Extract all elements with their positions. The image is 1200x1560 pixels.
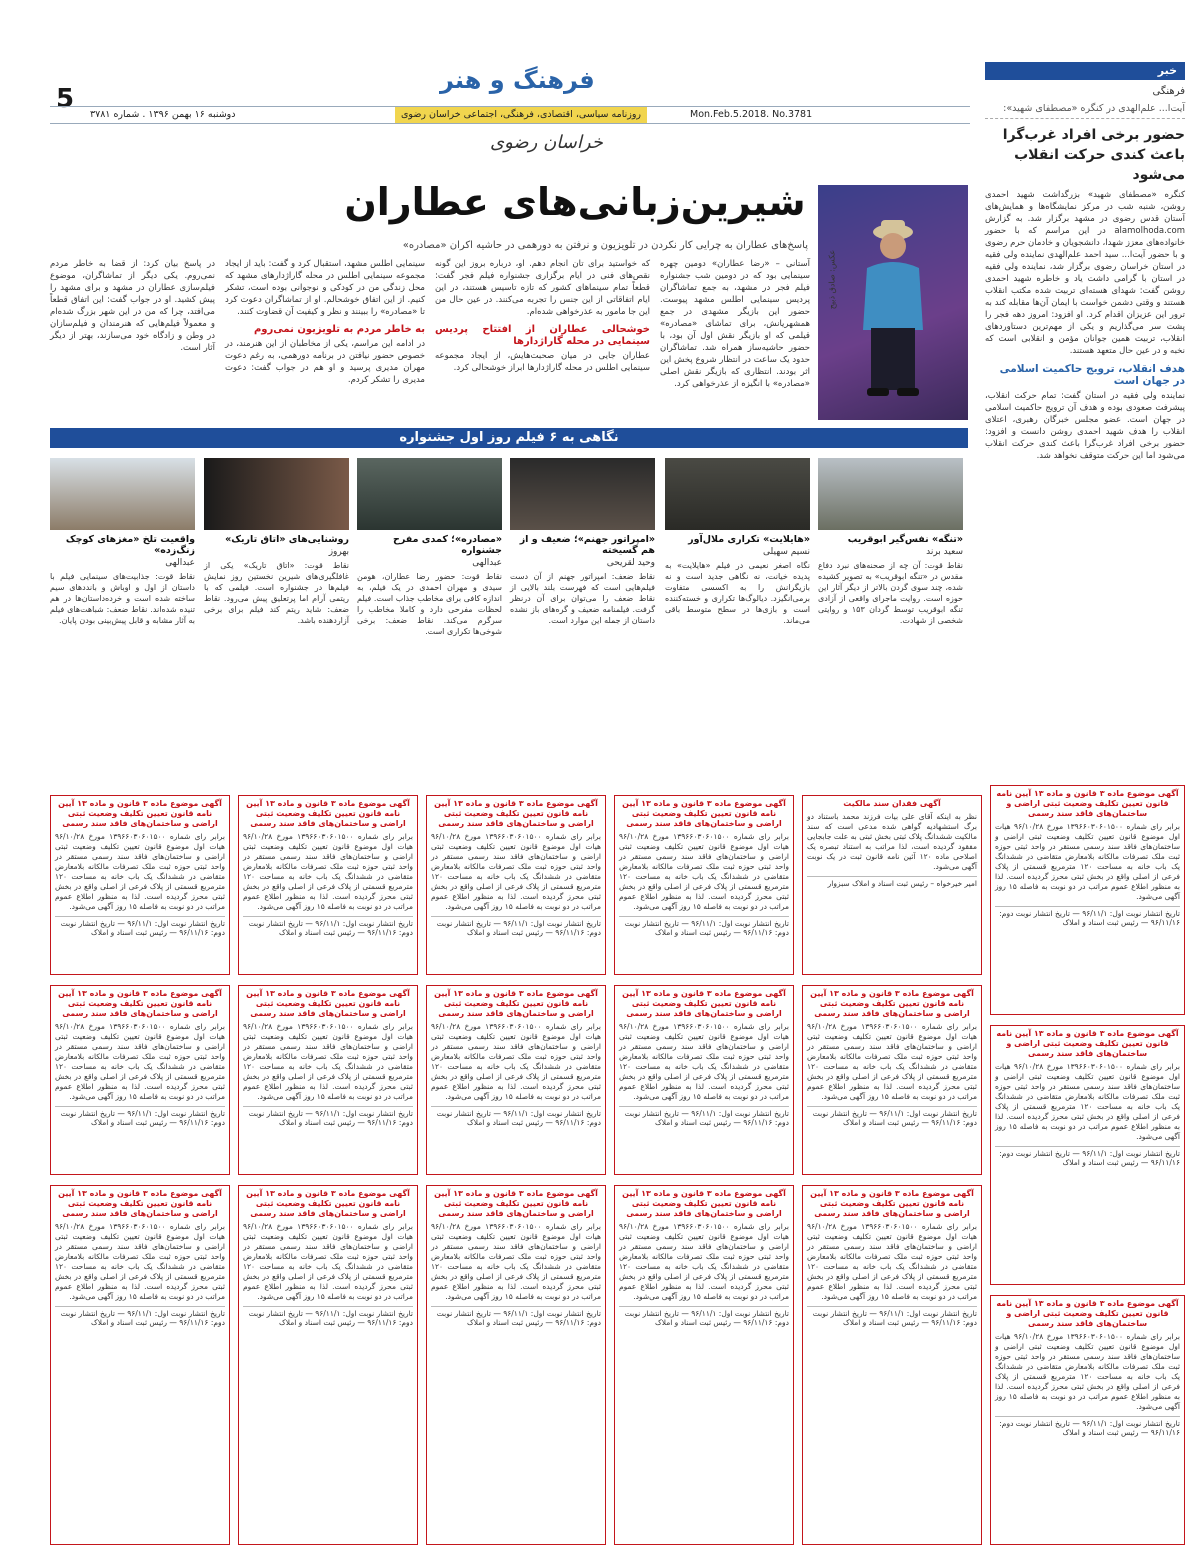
ad-signature: تاریخ انتشار نوبت اول: ۹۶/۱۱/۱ — تاریخ انتشار نوبت دوم: ۹۶/۱۱/۱۶ — رئیس ثبت اسناد و املاک: [55, 916, 225, 937]
ad-title: آگهی موضوع ماده ۳ قانون و ماده ۱۳ آیین نامه قانون تعیین تکلیف وضعیت ثبتی اراضی و ساختمان‌های فاقد سند رسمی: [58, 799, 222, 828]
legal-ad: [50, 795, 230, 975]
lead-column-2: [435, 258, 650, 374]
ad-title: آگهی موضوع ماده ۳ قانون و ماده ۱۳ آیین نامه قانون تعیین تکلیف وضعیت ثبتی اراضی و ساختمان‌های فاقد سند رسمی: [622, 989, 786, 1018]
ad-body: برابر رای شماره ۱۳۹۶۶۰۳۰۶۰۱۵۰۰ مورخ ۹۶/۱۰/۲۸ هیات اول موضوع قانون تعیین تکلیف وضعیت ثبتی اراضی و ساختمان‌های فاقد سند رسمی مستقر در واحد ثبتی حوزه ثبت ملک تصرفات مالکانه بلامعارض متقاضی در ششدانگ یک باب خانه به مساحت ۱۲۰ مترمربع قسمتی از پلاک فرعی از اصلی واقع در بخش ثبتی محرز گردیده است. لذا به منظور اطلاع عموم مراتب در دو نوبت به فاصله ۱۵ روز آگهی می‌شود.: [807, 1222, 977, 1301]
ad-body: برابر رای شماره ۱۳۹۶۶۰۳۰۶۰۱۵۰۰ مورخ ۹۶/۱۰/۲۸ هیات اول موضوع قانون تعیین تکلیف وضعیت ثبتی اراضی و ساختمان‌های فاقد سند رسمی مستقر در واحد ثبتی حوزه ثبت ملک تصرفات مالکانه بلامعارض متقاضی در ششدانگ یک باب خانه به مساحت ۱۲۰ مترمربع قسمتی از پلاک فرعی از اصلی واقع در بخش ثبتی محرز گردیده است. لذا به منظور اطلاع عموم مراتب در دو نوبت به فاصله ۱۵ روز آگهی می‌شود.: [431, 1022, 601, 1101]
film-image-icon: [357, 458, 502, 530]
legal-ad: [50, 985, 230, 1175]
lost-deed-notice: [802, 795, 982, 975]
ad-body: برابر رای شماره ۱۳۹۶۶۰۳۰۶۰۱۵۰۰ مورخ ۹۶/۱۰/۲۸ هیات اول موضوع قانون تعیین تکلیف وضعیت ثبتی اراضی و ساختمان‌های فاقد سند رسمی مستقر در واحد ثبتی حوزه ثبت ملک تصرفات مالکانه بلامعارض متقاضی در ششدانگ یک باب خانه به مساحت ۱۲۰ مترمربع قسمتی از پلاک فرعی از اصلی واقع در بخش ثبتی محرز گردیده است. لذا به منظور اطلاع عموم مراتب در دو نوبت به فاصله ۱۵ روز آگهی می‌شود.: [995, 1332, 1181, 1411]
ad-body: برابر رای شماره ۱۳۹۶۶۰۳۰۶۰۱۵۰۰ مورخ ۹۶/۱۰/۲۸ هیات اول موضوع قانون تعیین تکلیف وضعیت ثبتی اراضی و ساختمان‌های فاقد سند رسمی مستقر در واحد ثبتی حوزه ثبت ملک تصرفات مالکانه بلامعارض متقاضی در ششدانگ یک باب خانه به مساحت ۱۲۰ مترمربع قسمتی از پلاک فرعی از اصلی واقع در بخش ثبتی محرز گردیده است. لذا به منظور اطلاع عموم مراتب در دو نوبت به فاصله ۱۵ روز آگهی می‌شود.: [243, 1222, 413, 1301]
ad-title: آگهی موضوع ماده ۳ قانون و ماده ۱۳ آیین نامه قانون تعیین تکلیف وضعیت ثبتی اراضی و ساختمان‌های فاقد سند رسمی: [996, 789, 1179, 818]
date-bar: [50, 106, 970, 124]
publication-line: روزنامه سیاسی، اقتصادی، فرهنگی، اجتماعی خراسان رضوی: [395, 107, 647, 123]
film-review: [510, 458, 655, 626]
film-image-icon: [510, 458, 655, 530]
legal-ad: [614, 795, 794, 975]
film-title: «تنگه» نفس‌گیر ابوقریب: [847, 534, 963, 545]
film-author: وحید لقریحی: [606, 558, 655, 568]
issue-date-en: Mon.Feb.5.2018. No.3781: [690, 109, 813, 120]
film-review: [818, 458, 963, 626]
lead-col3-text: سینمایی اطلس مشهد، استقبال کرد و گفت: باید از ایجاد مجموعه سینمایی اطلس در محله گاراژدارهای مشهد که محل زندگی من در کودکی و نوجوانی بوده است، تشکر کنیم. از این اتفاق خوشحالم. او از تماشاگران دعوت کرد تا «مصادره» را ببینند و نظر و کیفیت آن قضاوت کنند.: [225, 259, 425, 317]
film-title: «هایلایت» تکراری ملال‌آور: [688, 534, 810, 545]
sidebar-kicker: آیت‌ا... علم‌الهدی در کنگره «مصطفای شهید»:: [985, 103, 1185, 119]
ad-body: برابر رای شماره ۱۳۹۶۶۰۳۰۶۰۱۵۰۰ مورخ ۹۶/۱۰/۲۸ هیات اول موضوع قانون تعیین تکلیف وضعیت ثبتی اراضی و ساختمان‌های فاقد سند رسمی مستقر در واحد ثبتی حوزه ثبت ملک تصرفات مالکانه بلامعارض متقاضی در ششدانگ یک باب خانه به مساحت ۱۲۰ مترمربع قسمتی از پلاک فرعی از اصلی واقع در بخش ثبتی محرز گردیده است. لذا به منظور اطلاع عموم مراتب در دو نوبت به فاصله ۱۵ روز آگهی می‌شود.: [431, 1222, 601, 1301]
lead-col1-text: آستانی – «رضا عطاران» دومین چهره سینمایی بود که در دومین شب جشنواره فیلم فجر در مشهد، به جمع تماشاگران پردیس سینمایی اطلس مشهد پیوست. حضور این بازیگر مشهدی در جمع همشهریانش، برای تماشای «مصادره» قیلمی که او بازیگر نقش اول آن بود، با حضور حاشیه‌ساز همراه شد. تماشاگران حدود یک ساعت در انتظار شروع پخش این اثر بودند. انتظاری که بازیگر نقش اصلی «مصادره» با انگیزه از عذرخواهی کرد.: [660, 259, 810, 389]
film-text: نقاط ضعف: امپراتور جهنم از آن دست فیلم‌هایی است که فهرست بلند بالایی از نقاط ضعف را می‌توان برای آن درنظر گرفت. فیلمنامه ضعیف و گره‌های باز نشده داستان از جمله این موارد است.: [510, 572, 655, 625]
section-title: فرهنگ و هنر: [440, 66, 595, 94]
legal-ad: [990, 785, 1185, 1015]
issue-date: دوشنبه ۱۶ بهمن ۱۳۹۶ . شماره ۳۷۸۱: [90, 109, 236, 120]
ad-title: آگهی موضوع ماده ۳ قانون و ماده ۱۳ آیین نامه قانون تعیین تکلیف وضعیت ثبتی اراضی و ساختمان‌های فاقد سند رسمی: [622, 1189, 786, 1218]
ad-signature: تاریخ انتشار نوبت اول: ۹۶/۱۱/۱ — تاریخ انتشار نوبت دوم: ۹۶/۱۱/۱۶ — رئیس ثبت اسناد و املاک: [619, 916, 789, 937]
film-title: «مصادره»؛ کمدی مفرح جشنواره: [392, 534, 502, 556]
ad-signature: تاریخ انتشار نوبت اول: ۹۶/۱۱/۱ — تاریخ انتشار نوبت دوم: ۹۶/۱۱/۱۶ — رئیس ثبت اسناد و املاک: [243, 1306, 413, 1327]
lead-column-3: [225, 258, 425, 386]
lead-deck: پاسخ‌های عطاران به چرایی کار نکردن در تلویزیون و نرفتن به دورهمی در حاشیه اکران «مصادره»: [402, 240, 808, 251]
ad-body: برابر رای شماره ۱۳۹۶۶۰۳۰۶۰۱۵۰۰ مورخ ۹۶/۱۰/۲۸ هیات اول موضوع قانون تعیین تکلیف وضعیت ثبتی اراضی و ساختمان‌های فاقد سند رسمی مستقر در واحد ثبتی حوزه ثبت ملک تصرفات مالکانه بلامعارض متقاضی در ششدانگ یک باب خانه به مساحت ۱۲۰ مترمربع قسمتی از پلاک فرعی از اصلی واقع در بخش ثبتی محرز گردیده است. لذا به منظور اطلاع عموم مراتب در دو نوبت به فاصله ۱۵ روز آگهی می‌شود.: [55, 1022, 225, 1101]
lead-photo: [818, 185, 968, 420]
ad-title: آگهی موضوع ماده ۳ قانون و ماده ۱۳ آیین نامه قانون تعیین تکلیف وضعیت ثبتی اراضی و ساختمان‌های فاقد سند رسمی: [810, 989, 974, 1018]
newspaper-logo: خراسان رضوی: [490, 132, 603, 153]
ad-title: آگهی موضوع ماده ۳ قانون و ماده ۱۳ آیین نامه قانون تعیین تکلیف وضعیت ثبتی اراضی و ساختمان‌های فاقد سند رسمی: [58, 989, 222, 1018]
legal-ad: [614, 1185, 794, 1545]
sidebar-category: فرهنگی: [1152, 86, 1185, 97]
film-text: نگاه اصغر نعیمی در فیلم «هایلایت» به پدیده خیانت، نه نگاهی جدید است و نه بازیگرانش را به اکسسی متفاوت برمی‌انگیزد. دیالوگ‌ها تکراری و خسته‌کننده است و بازی‌ها در سطح متوسط باقی می‌ماند.: [665, 561, 810, 625]
lead-headline: شیرین‌زبانی‌های عطاران: [344, 180, 806, 224]
ad-signature: تاریخ انتشار نوبت اول: ۹۶/۱۱/۱ — تاریخ انتشار نوبت دوم: ۹۶/۱۱/۱۶ — رئیس ثبت اسناد و املاک: [243, 916, 413, 937]
lead-col4-text: در پاسخ بیان کرد: از قضا به خاطر مردم نمی‌روم. یکی دیگر از تماشاگران، موضوع فیلم‌سازی عطاران در مشهد و برای مشهد را پیش کشید. او در جواب گفت: این اتفاق قطعاً می‌افتد، چرا که من در این شهر بزرگ شده‌ام و معمولاً فیلم‌هایی که هنرمندان و فیلم‌سازان در وطن و زادگاه خود می‌سازند، بهتر از دیگر آثار است.: [50, 259, 215, 353]
page-number: 5: [55, 84, 75, 114]
ad-body: برابر رای شماره ۱۳۹۶۶۰۳۰۶۰۱۵۰۰ مورخ ۹۶/۱۰/۲۸ هیات اول موضوع قانون تعیین تکلیف وضعیت ثبتی اراضی و ساختمان‌های فاقد سند رسمی مستقر در واحد ثبتی حوزه ثبت ملک تصرفات مالکانه بلامعارض متقاضی در ششدانگ یک باب خانه به مساحت ۱۲۰ مترمربع قسمتی از پلاک فرعی از اصلی واقع در بخش ثبتی محرز گردیده است. لذا به منظور اطلاع عموم مراتب در دو نوبت به فاصله ۱۵ روز آگهی می‌شود.: [995, 1062, 1181, 1141]
ad-title: آگهی موضوع ماده ۳ قانون و ماده ۱۳ آیین نامه قانون تعیین تکلیف وضعیت ثبتی اراضی و ساختمان‌های فاقد سند رسمی: [434, 989, 598, 1018]
ad-body: برابر رای شماره ۱۳۹۶۶۰۳۰۶۰۱۵۰۰ مورخ ۹۶/۱۰/۲۸ هیات اول موضوع قانون تعیین تکلیف وضعیت ثبتی اراضی و ساختمان‌های فاقد سند رسمی مستقر در واحد ثبتی حوزه ثبت ملک تصرفات مالکانه بلامعارض متقاضی در ششدانگ یک باب خانه به مساحت ۱۲۰ مترمربع قسمتی از پلاک فرعی از اصلی واقع در بخش ثبتی محرز گردیده است. لذا به منظور اطلاع عموم مراتب در دو نوبت به فاصله ۱۵ روز آگهی می‌شود.: [995, 822, 1181, 901]
ad-body: نظر به اینکه آقای علی بیات فرزند محمد باستناد دو برگ استشهادیه گواهی شده مدعی است که سند مالکیت ششدانگ پلاک ثبتی بخش ثبتی به علت جابجایی مفقود گردیده است، لذا مراتب به استناد تبصره یک اصلاحی ماده ۱۲۰ آئین نامه قانون ثبت در یک نوبت آگهی می‌شود.: [807, 812, 977, 871]
ad-title: آگهی موضوع ماده ۳ قانون و ماده ۱۳ آیین نامه قانون تعیین تکلیف وضعیت ثبتی اراضی و ساختمان‌های فاقد سند رسمی: [622, 799, 786, 828]
lead-col3-subheading: به خاطر مردم به تلویزیون نمی‌روم: [253, 324, 425, 335]
ad-signature: تاریخ انتشار نوبت اول: ۹۶/۱۱/۱ — تاریخ انتشار نوبت دوم: ۹۶/۱۱/۱۶ — رئیس ثبت اسناد و املاک: [807, 1306, 977, 1327]
lead-column-1: [660, 258, 810, 390]
film-review: [357, 458, 502, 637]
legal-ad: [990, 1295, 1185, 1545]
ad-signature: تاریخ انتشار نوبت اول: ۹۶/۱۱/۱ — تاریخ انتشار نوبت دوم: ۹۶/۱۱/۱۶ — رئیس ثبت اسناد و املاک: [431, 1306, 601, 1327]
sidebar-body-2: نماینده ولی فقیه در استان گفت: تمام حرکت انقلاب، پیشرفت صعودی بوده و هدف آن ترویج حاکمیت اسلامی در جهان است. عضو مجلس خبرگان رهبری، اعتلای انقلاب را هدف شهید احمدی روشن دانست و افزود: حضور برخی افراد غرب‌گرا باعث کندی حرکت انقلاب می‌شود اما این حرکت متوقف نخواهد شد.: [985, 391, 1185, 461]
ad-signature: تاریخ انتشار نوبت اول: ۹۶/۱۱/۱ — تاریخ انتشار نوبت دوم: ۹۶/۱۱/۱۶ — رئیس ثبت اسناد و املاک: [619, 1306, 789, 1327]
film-author: بهروز: [328, 547, 349, 557]
lead-column-4: [50, 258, 215, 354]
sidebar-tag: خبر: [985, 62, 1185, 80]
ad-body: برابر رای شماره ۱۳۹۶۶۰۳۰۶۰۱۵۰۰ مورخ ۹۶/۱۰/۲۸ هیات اول موضوع قانون تعیین تکلیف وضعیت ثبتی اراضی و ساختمان‌های فاقد سند رسمی مستقر در واحد ثبتی حوزه ثبت ملک تصرفات مالکانه بلامعارض متقاضی در ششدانگ یک باب خانه به مساحت ۱۲۰ مترمربع قسمتی از پلاک فرعی از اصلی واقع در بخش ثبتی محرز گردیده است. لذا به منظور اطلاع عموم مراتب در دو نوبت به فاصله ۱۵ روز آگهی می‌شود.: [243, 832, 413, 911]
ad-signature: تاریخ انتشار نوبت اول: ۹۶/۱۱/۱ — تاریخ انتشار نوبت دوم: ۹۶/۱۱/۱۶ — رئیس ثبت اسناد و املاک: [995, 1146, 1180, 1167]
film-title: «امپراتور جهنم»؛ ضعیف و از هم گسیخته: [519, 534, 655, 556]
film-author: عبدالهی: [472, 558, 502, 568]
films-band: نگاهی به ۶ فیلم روز اول جشنواره: [50, 428, 968, 448]
sidebar-headline: حضور برخی افراد غرب‌گرا باعث کندی حرکت انقلاب می‌شود: [1002, 127, 1185, 183]
film-image-icon: [204, 458, 349, 530]
ad-title: آگهی موضوع ماده ۳ قانون و ماده ۱۳ آیین نامه قانون تعیین تکلیف وضعیت ثبتی اراضی و ساختمان‌های فاقد سند رسمی: [246, 1189, 410, 1218]
lead-col2-text-b: عطاران جایی در میان صحبت‌هایش، از ایجاد مجموعه سینمایی اطلس در محله گاراژدارها ابراز خوشحالی کرد.: [435, 351, 650, 373]
lead-col2-subheading: خوشحالی عطاران از افتتاح پردیس سینمایی در محله گاراژدارها: [435, 324, 650, 347]
ad-body: برابر رای شماره ۱۳۹۶۶۰۳۰۶۰۱۵۰۰ مورخ ۹۶/۱۰/۲۸ هیات اول موضوع قانون تعیین تکلیف وضعیت ثبتی اراضی و ساختمان‌های فاقد سند رسمی مستقر در واحد ثبتی حوزه ثبت ملک تصرفات مالکانه بلامعارض متقاضی در ششدانگ یک باب خانه به مساحت ۱۲۰ مترمربع قسمتی از پلاک فرعی از اصلی واقع در بخش ثبتی محرز گردیده است. لذا به منظور اطلاع عموم مراتب در دو نوبت به فاصله ۱۵ روز آگهی می‌شود.: [619, 832, 789, 911]
ad-body: برابر رای شماره ۱۳۹۶۶۰۳۰۶۰۱۵۰۰ مورخ ۹۶/۱۰/۲۸ هیات اول موضوع قانون تعیین تکلیف وضعیت ثبتی اراضی و ساختمان‌های فاقد سند رسمی مستقر در واحد ثبتی حوزه ثبت ملک تصرفات مالکانه بلامعارض متقاضی در ششدانگ یک باب خانه به مساحت ۱۲۰ مترمربع قسمتی از پلاک فرعی از اصلی واقع در بخش ثبتی محرز گردیده است. لذا به منظور اطلاع عموم مراتب در دو نوبت به فاصله ۱۵ روز آگهی می‌شود.: [55, 1222, 225, 1301]
legal-ad: [802, 1185, 982, 1545]
film-text: نقاط قوت: «اتاق تاریک» یکی از غافلگیری‌های شیرین نخستین روز نمایش فیلم‌ها در جشنواره است. فیلمی که با ریتمی آرام اما پرتعلیق پیش می‌رود. نقاط ضعف: شاید ریتم کند فیلم برای برخی آزاردهنده باشد.: [204, 561, 349, 625]
ad-title: آگهی موضوع ماده ۳ قانون و ماده ۱۳ آیین نامه قانون تعیین تکلیف وضعیت ثبتی اراضی و ساختمان‌های فاقد سند رسمی: [246, 799, 410, 828]
ad-title: آگهی موضوع ماده ۳ قانون و ماده ۱۳ آیین نامه قانون تعیین تکلیف وضعیت ثبتی اراضی و ساختمان‌های فاقد سند رسمی: [246, 989, 410, 1018]
ad-signature: تاریخ انتشار نوبت اول: ۹۶/۱۱/۱ — تاریخ انتشار نوبت دوم: ۹۶/۱۱/۱۶ — رئیس ثبت اسناد و املاک: [619, 1106, 789, 1127]
film-review: [665, 458, 810, 626]
legal-ad: [238, 795, 418, 975]
ad-title: آگهی فقدان سند مالکیت: [843, 799, 941, 808]
film-author: سعید برند: [926, 547, 963, 557]
ad-signature: تاریخ انتشار نوبت اول: ۹۶/۱۱/۱ — تاریخ انتشار نوبت دوم: ۹۶/۱۱/۱۶ — رئیس ثبت اسناد و املاک: [431, 916, 601, 937]
legal-ad: [802, 985, 982, 1175]
ad-signature: تاریخ انتشار نوبت اول: ۹۶/۱۱/۱ — تاریخ انتشار نوبت دوم: ۹۶/۱۱/۱۶ — رئیس ثبت اسناد و املاک: [431, 1106, 601, 1127]
legal-ad: [50, 1185, 230, 1545]
film-title: واقعیت تلخ «مغزهای کوچک زنگ‌زده»: [65, 534, 195, 556]
photo-credit: عکس: صادق ذبیح: [827, 249, 837, 310]
ad-title: آگهی موضوع ماده ۳ قانون و ماده ۱۳ آیین نامه قانون تعیین تکلیف وضعیت ثبتی اراضی و ساختمان‌های فاقد سند رسمی: [996, 1029, 1179, 1058]
ad-signature: تاریخ انتشار نوبت اول: ۹۶/۱۱/۱ — تاریخ انتشار نوبت دوم: ۹۶/۱۱/۱۶ — رئیس ثبت اسناد و املاک: [995, 1416, 1180, 1437]
film-author: عبدالهی: [165, 558, 195, 568]
legal-ad: [990, 1025, 1185, 1285]
lead-col2-text: که خواستید برای تان انجام دهم. او، درباره بروز این گونه نقص‌های فنی در ایام برگزاری جشنواره فیلم فجر گفت: قطعاً تمام سینماهای کشور که تازه تاسیس هستند، در این ایام اتفاقاتی از این جنس را تجربه می‌کنند. در عین حال من این جا مامور به عذرخواهی شده‌ام.: [435, 259, 650, 317]
ad-signature: تاریخ انتشار نوبت اول: ۹۶/۱۱/۱ — تاریخ انتشار نوبت دوم: ۹۶/۱۱/۱۶ — رئیس ثبت اسناد و املاک: [55, 1306, 225, 1327]
lead-col3-text-b: در ادامه این مراسم، یکی از مخاطبان از این هنرمند، در خصوص حضور نیافتن در برنامه دورهمی، به رغم دعوت مهران مدیری پرسید و او هم در جواب گفت: دعوت مدیری را تشکر کردم.: [225, 339, 425, 385]
ad-title: آگهی موضوع ماده ۳ قانون و ماده ۱۳ آیین نامه قانون تعیین تکلیف وضعیت ثبتی اراضی و ساختمان‌های فاقد سند رسمی: [58, 1189, 222, 1218]
film-author: نسیم سهیلی: [763, 547, 810, 557]
film-review: [204, 458, 349, 626]
film-review: [50, 458, 195, 626]
legal-ad: [238, 985, 418, 1175]
ad-body: برابر رای شماره ۱۳۹۶۶۰۳۰۶۰۱۵۰۰ مورخ ۹۶/۱۰/۲۸ هیات اول موضوع قانون تعیین تکلیف وضعیت ثبتی اراضی و ساختمان‌های فاقد سند رسمی مستقر در واحد ثبتی حوزه ثبت ملک تصرفات مالکانه بلامعارض متقاضی در ششدانگ یک باب خانه به مساحت ۱۲۰ مترمربع قسمتی از پلاک فرعی از اصلی واقع در بخش ثبتی محرز گردیده است. لذا به منظور اطلاع عموم مراتب در دو نوبت به فاصله ۱۵ روز آگهی می‌شود.: [619, 1022, 789, 1101]
legal-ad: [614, 985, 794, 1175]
masthead: [50, 62, 970, 153]
ad-title: آگهی موضوع ماده ۳ قانون و ماده ۱۳ آیین نامه قانون تعیین تکلیف وضعیت ثبتی اراضی و ساختمان‌های فاقد سند رسمی: [996, 1299, 1179, 1328]
legal-ad: [426, 985, 606, 1175]
ad-signature: تاریخ انتشار نوبت اول: ۹۶/۱۱/۱ — تاریخ انتشار نوبت دوم: ۹۶/۱۱/۱۶ — رئیس ثبت اسناد و املاک: [55, 1106, 225, 1127]
ad-body: برابر رای شماره ۱۳۹۶۶۰۳۰۶۰۱۵۰۰ مورخ ۹۶/۱۰/۲۸ هیات اول موضوع قانون تعیین تکلیف وضعیت ثبتی اراضی و ساختمان‌های فاقد سند رسمی مستقر در واحد ثبتی حوزه ثبت ملک تصرفات مالکانه بلامعارض متقاضی در ششدانگ یک باب خانه به مساحت ۱۲۰ مترمربع قسمتی از پلاک فرعی از اصلی واقع در بخش ثبتی محرز گردیده است. لذا به منظور اطلاع عموم مراتب در دو نوبت به فاصله ۱۵ روز آگهی می‌شود.: [243, 1022, 413, 1101]
film-image-icon: [818, 458, 963, 530]
actor-photo-icon: [853, 210, 933, 410]
film-image-icon: [665, 458, 810, 530]
film-title: روشنایی‌های «اتاق تاریک»: [225, 534, 349, 545]
legal-ad: [238, 1185, 418, 1545]
ad-body: برابر رای شماره ۱۳۹۶۶۰۳۰۶۰۱۵۰۰ مورخ ۹۶/۱۰/۲۸ هیات اول موضوع قانون تعیین تکلیف وضعیت ثبتی اراضی و ساختمان‌های فاقد سند رسمی مستقر در واحد ثبتی حوزه ثبت ملک تصرفات مالکانه بلامعارض متقاضی در ششدانگ یک باب خانه به مساحت ۱۲۰ مترمربع قسمتی از پلاک فرعی از اصلی واقع در بخش ثبتی محرز گردیده است. لذا به منظور اطلاع عموم مراتب در دو نوبت به فاصله ۱۵ روز آگهی می‌شود.: [619, 1222, 789, 1301]
ad-title: آگهی موضوع ماده ۳ قانون و ماده ۱۳ آیین نامه قانون تعیین تکلیف وضعیت ثبتی اراضی و ساختمان‌های فاقد سند رسمی: [810, 1189, 974, 1218]
sidebar-body: کنگره «مصطفای شهید» بزرگداشت شهید احمدی روشن، شنبه شب در مرکز نمایشگاه‌ها و همایش‌های آستان قدس رضوی در مشهد برگزار شد. به گزارش alamolhoda.com در این مراسم که با حضور خانواده‌های معزز شهدا، دانشجویان و خادمان حرم رضوی و با حضور آیت‌ا... سید احمد علم‌الهدی نماینده ولی فقیه در استان خراسان رضوی برگزار شد، نماینده ولی فقیه در استان با گرامی داشت یاد و خاطره شهید احمدی روشن گفت: شهدای هسته‌ای تربیت شده مکتب انقلاب هستند و وقتی دشمن خواست با ایمان آن‌ها مقابله کند به ترور این عزیزان اقدام کرد. او افزود: امروز دهه فجر را پشت سر می‌گذاریم و یکی از مهم‌ترین دستاوردهای انقلاب، تربیت همین جوانان مؤمن و انقلابی است که نخبه و در عین حال متعهد هستند.: [985, 190, 1185, 356]
ad-title: آگهی موضوع ماده ۳ قانون و ماده ۱۳ آیین نامه قانون تعیین تکلیف وضعیت ثبتی اراضی و ساختمان‌های فاقد سند رسمی: [434, 799, 598, 828]
ad-body: برابر رای شماره ۱۳۹۶۶۰۳۰۶۰۱۵۰۰ مورخ ۹۶/۱۰/۲۸ هیات اول موضوع قانون تعیین تکلیف وضعیت ثبتی اراضی و ساختمان‌های فاقد سند رسمی مستقر در واحد ثبتی حوزه ثبت ملک تصرفات مالکانه بلامعارض متقاضی در ششدانگ یک باب خانه به مساحت ۱۲۰ مترمربع قسمتی از پلاک فرعی از اصلی واقع در بخش ثبتی محرز گردیده است. لذا به منظور اطلاع عموم مراتب در دو نوبت به فاصله ۱۵ روز آگهی می‌شود.: [55, 832, 225, 911]
sidebar-subheading: هدف انقلاب، ترویج حاکمیت اسلامی در جهان است: [999, 363, 1185, 387]
film-image-icon: [50, 458, 195, 530]
legal-ad: [426, 795, 606, 975]
ad-signature: تاریخ انتشار نوبت اول: ۹۶/۱۱/۱ — تاریخ انتشار نوبت دوم: ۹۶/۱۱/۱۶ — رئیس ثبت اسناد و املاک: [243, 1106, 413, 1127]
ad-signature: امیر خیرخواه – رئیس ثبت اسناد و املاک سبزوار: [807, 876, 977, 888]
ad-body: برابر رای شماره ۱۳۹۶۶۰۳۰۶۰۱۵۰۰ مورخ ۹۶/۱۰/۲۸ هیات اول موضوع قانون تعیین تکلیف وضعیت ثبتی اراضی و ساختمان‌های فاقد سند رسمی مستقر در واحد ثبتی حوزه ثبت ملک تصرفات مالکانه بلامعارض متقاضی در ششدانگ یک باب خانه به مساحت ۱۲۰ مترمربع قسمتی از پلاک فرعی از اصلی واقع در بخش ثبتی محرز گردیده است. لذا به منظور اطلاع عموم مراتب در دو نوبت به فاصله ۱۵ روز آگهی می‌شود.: [807, 1022, 977, 1101]
ad-title: آگهی موضوع ماده ۳ قانون و ماده ۱۳ آیین نامه قانون تعیین تکلیف وضعیت ثبتی اراضی و ساختمان‌های فاقد سند رسمی: [434, 1189, 598, 1218]
ad-signature: تاریخ انتشار نوبت اول: ۹۶/۱۱/۱ — تاریخ انتشار نوبت دوم: ۹۶/۱۱/۱۶ — رئیس ثبت اسناد و املاک: [995, 906, 1180, 927]
ad-body: برابر رای شماره ۱۳۹۶۶۰۳۰۶۰۱۵۰۰ مورخ ۹۶/۱۰/۲۸ هیات اول موضوع قانون تعیین تکلیف وضعیت ثبتی اراضی و ساختمان‌های فاقد سند رسمی مستقر در واحد ثبتی حوزه ثبت ملک تصرفات مالکانه بلامعارض متقاضی در ششدانگ یک باب خانه به مساحت ۱۲۰ مترمربع قسمتی از پلاک فرعی از اصلی واقع در بخش ثبتی محرز گردیده است. لذا به منظور اطلاع عموم مراتب در دو نوبت به فاصله ۱۵ روز آگهی می‌شود.: [431, 832, 601, 911]
film-text: نقاط قوت: حضور رضا عطاران، هومن سیدی و مهران احمدی در یک فیلم، به اندازه کافی برای مخاطب جذاب است. فیلم لحظات مفرحی دارد و کاملا مخاطب را سرگرم می‌کند. نقاط ضعف: برخی شوخی‌ها تکراری است.: [357, 572, 502, 636]
film-text: نقاط قوت: آن چه از صحنه‌های نبرد دفاع مقدس در «تنگه ابوقریب» به تصویر کشیده شده، چند سوی گردن بالاتر از دیگر آثار این حوزه است. روایت ماجرای واقعی از آزادی تنگه ابوقریب توسط گردان ۱۵۳ و روایتی شخصی از شهادت.: [818, 561, 963, 625]
ad-signature: تاریخ انتشار نوبت اول: ۹۶/۱۱/۱ — تاریخ انتشار نوبت دوم: ۹۶/۱۱/۱۶ — رئیس ثبت اسناد و املاک: [807, 1106, 977, 1127]
film-text: نقاط قوت: جذابیت‌های سینمایی فیلم با داستان از اول و اوباش و بانددهای سیم ساخته شده است و خرده‌داستان‌ها در هم تنیده شده‌اند. نقاط ضعف: شباهت‌های فیلم به آثار مشابه و قابل پیش‌بینی بودن پایان.: [50, 572, 195, 625]
legal-ad: [426, 1185, 606, 1545]
